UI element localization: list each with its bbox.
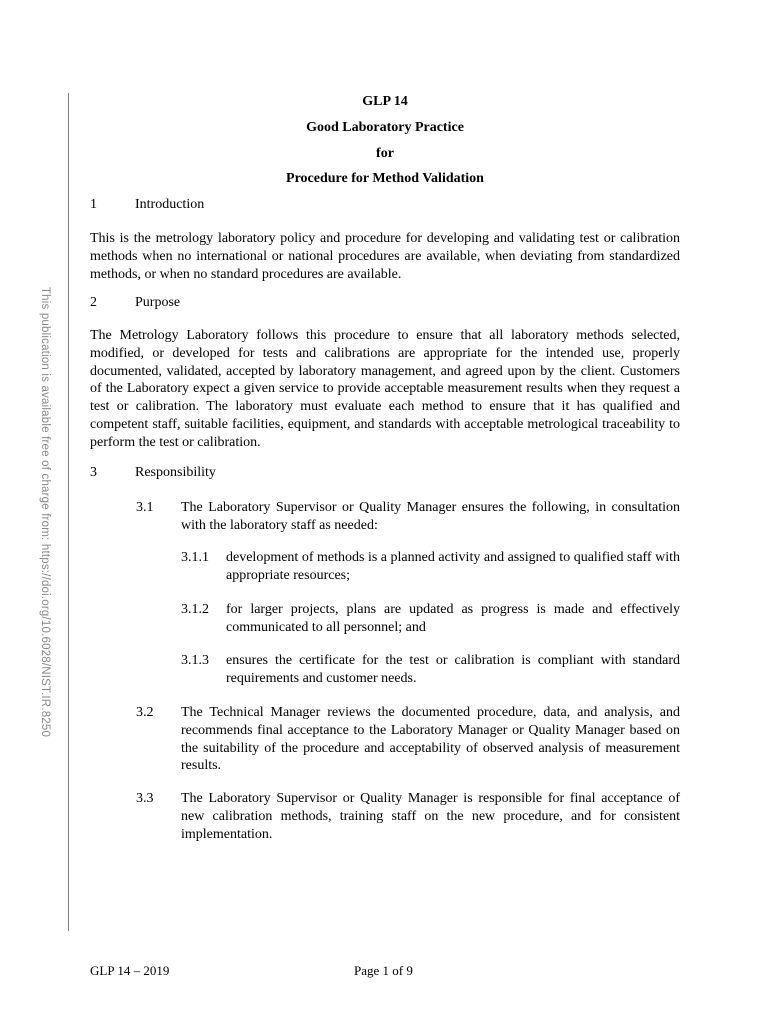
section-title: Purpose bbox=[135, 295, 181, 310]
footer-doc-id: GLP 14 – 2019 bbox=[90, 963, 170, 978]
item-number: 3.1.1 bbox=[181, 550, 209, 565]
item-number: 3.2 bbox=[136, 705, 154, 720]
item-text: development of methods is a planned activity and assigned to qualified staff with appropriate resources; bbox=[226, 550, 680, 583]
section-title: Responsibility bbox=[135, 465, 216, 480]
item-number: 3.1.3 bbox=[181, 653, 209, 668]
item-number: 3.1.2 bbox=[181, 602, 209, 617]
item-number: 3.3 bbox=[136, 791, 154, 806]
section-number: 2 bbox=[90, 295, 97, 310]
doc-subtitle: Procedure for Method Validation bbox=[286, 171, 484, 186]
section-title: Introduction bbox=[135, 197, 205, 212]
doc-title-for: for bbox=[376, 146, 394, 161]
item-text: The Laboratory Supervisor or Quality Manager ensures the following, in consultation with the laboratory staff as needed: bbox=[181, 500, 680, 533]
item-text: ensures the certificate for the test or calibration is compliant with standard requirements and customer needs. bbox=[226, 653, 680, 686]
section-number: 3 bbox=[90, 465, 97, 480]
purpose-paragraph: The Metrology Laboratory follows this procedure to ensure that all laboratory methods selected, modified, or developed for tests and calibrations are appropriate for the intended use, properly documented, validated, accepted by laboratory management, and agreed upon by the client. Customers of the Laboratory expect a given service to provide acceptable measurement results when they request a test or calibration. The laboratory must evaluate each method to ensure that it has qualified and competent staff, suitable facilities, equipment, and standards with acceptable metrological traceability to perform the test or calibration. bbox=[90, 328, 680, 450]
doc-code: GLP 14 bbox=[362, 94, 408, 109]
footer-page-number: Page 1 of 9 bbox=[354, 963, 413, 978]
item-text: for larger projects, plans are updated as progress is made and effectively communicated to all personnel; and bbox=[226, 602, 680, 635]
item-text: The Laboratory Supervisor or Quality Manager is responsible for final acceptance of new calibration methods, training staff on the new procedure, and for consistent implementation. bbox=[181, 791, 680, 842]
item-number: 3.1 bbox=[136, 500, 154, 515]
section-number: 1 bbox=[90, 197, 97, 212]
doc-title: Good Laboratory Practice bbox=[306, 120, 464, 135]
introduction-paragraph: This is the metrology laboratory policy and procedure for developing and validating test or calibration methods when no international or national procedures are available, when deviating from standardized methods, or when no standard procedures are available. bbox=[90, 231, 680, 282]
margin-rule bbox=[68, 93, 69, 931]
item-text: The Technical Manager reviews the documented procedure, data, and analysis, and recommends final acceptance to the Laboratory Manager or Quality Manager based on the suitability of the procedure and acceptability of observed analysis of measurement results. bbox=[181, 705, 680, 774]
